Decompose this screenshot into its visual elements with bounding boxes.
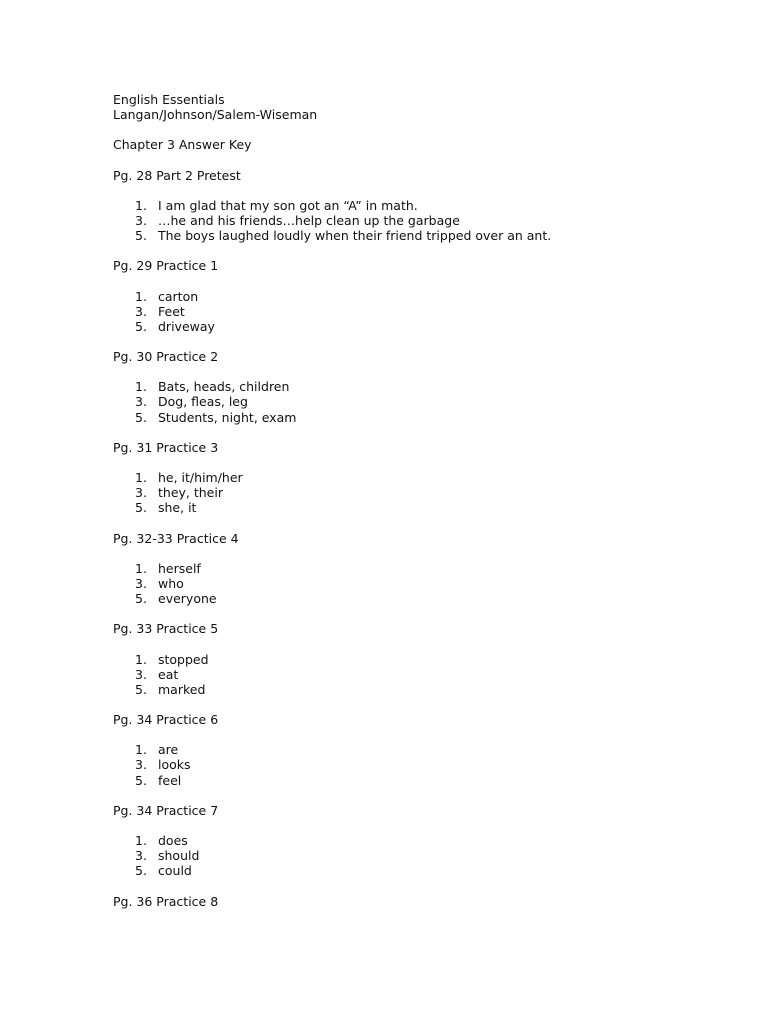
answer-item bbox=[113, 470, 733, 485]
spacer bbox=[113, 879, 733, 894]
answer-list bbox=[113, 379, 733, 425]
spacer bbox=[113, 183, 733, 198]
answer-text: eat bbox=[158, 666, 179, 682]
spacer bbox=[113, 637, 733, 652]
answer-text: Dog, fleas, leg bbox=[158, 394, 248, 410]
answer-text: Bats, heads, children bbox=[158, 379, 290, 395]
answer-number: 1. bbox=[135, 560, 147, 576]
answer-number: 1. bbox=[135, 379, 147, 395]
answer-number: 3. bbox=[135, 303, 147, 319]
answer-list bbox=[113, 561, 733, 607]
answer-number: 1. bbox=[135, 197, 147, 213]
answer-number: 3. bbox=[135, 485, 147, 501]
answer-text: she, it bbox=[158, 500, 197, 516]
answer-number: 3. bbox=[135, 212, 147, 228]
answer-number: 5. bbox=[135, 681, 147, 697]
answer-number: 5. bbox=[135, 500, 147, 516]
answer-number: 3. bbox=[135, 394, 147, 410]
answer-list bbox=[113, 289, 733, 335]
answer-item bbox=[113, 863, 733, 878]
spacer bbox=[113, 727, 733, 742]
answer-number: 5. bbox=[135, 409, 147, 425]
answer-item bbox=[113, 682, 733, 697]
document-title: English Essentials bbox=[113, 92, 225, 107]
spacer bbox=[113, 334, 733, 349]
answer-list bbox=[113, 470, 733, 516]
answer-text: are bbox=[158, 742, 179, 758]
answer-number: 5. bbox=[135, 318, 147, 334]
answer-item bbox=[113, 848, 733, 863]
answer-text: stopped bbox=[158, 651, 209, 667]
document-page bbox=[113, 92, 733, 909]
answer-number: 1. bbox=[135, 288, 147, 304]
answer-number: 1. bbox=[135, 651, 147, 667]
answer-item bbox=[113, 198, 733, 213]
answer-text: could bbox=[158, 863, 192, 879]
answer-item bbox=[113, 500, 733, 515]
answer-text: does bbox=[158, 833, 188, 848]
answer-text: I am glad that my son got an “A” in math. bbox=[158, 197, 418, 213]
section-title: Pg. 30 Practice 2 bbox=[113, 349, 219, 365]
answer-item bbox=[113, 773, 733, 788]
document-authors: Langan/Johnson/Salem-Wiseman bbox=[113, 107, 318, 123]
answer-item bbox=[113, 228, 733, 243]
spacer bbox=[113, 697, 733, 712]
answer-item bbox=[113, 757, 733, 772]
answer-number: 5. bbox=[135, 863, 147, 879]
answer-number: 5. bbox=[135, 772, 147, 788]
answer-text: everyone bbox=[158, 591, 217, 607]
answer-item bbox=[113, 410, 733, 425]
section-title: Pg. 29 Practice 1 bbox=[113, 258, 219, 274]
answer-text: who bbox=[158, 575, 184, 591]
answer-item bbox=[113, 319, 733, 334]
answer-item bbox=[113, 394, 733, 409]
section-title: Pg. 31 Practice 3 bbox=[113, 439, 219, 455]
answer-number: 3. bbox=[135, 757, 147, 773]
answer-item bbox=[113, 289, 733, 304]
answer-list bbox=[113, 652, 733, 698]
answer-text: he, it/him/her bbox=[158, 470, 243, 485]
answer-text: marked bbox=[158, 681, 206, 697]
section-title: Pg. 36 Practice 8 bbox=[113, 893, 219, 909]
answer-text: Feet bbox=[158, 303, 185, 319]
spacer bbox=[113, 122, 733, 137]
answer-number: 1. bbox=[135, 470, 147, 485]
answer-text: The boys laughed loudly when their friend tripped over an ant. bbox=[158, 228, 552, 244]
answer-text: carton bbox=[158, 288, 199, 304]
chapter-heading: Chapter 3 Answer Key bbox=[113, 137, 252, 153]
section-title: Pg. 33 Practice 5 bbox=[113, 621, 219, 637]
answer-text: they, their bbox=[158, 485, 223, 501]
answer-list bbox=[113, 742, 733, 788]
spacer bbox=[113, 425, 733, 440]
answer-text: …he and his friends…help clean up the garbage bbox=[158, 212, 460, 228]
answer-text: herself bbox=[158, 560, 201, 576]
answer-item bbox=[113, 379, 733, 394]
answer-number: 5. bbox=[135, 591, 147, 607]
spacer bbox=[113, 788, 733, 803]
section-title: Pg. 34 Practice 6 bbox=[113, 712, 219, 728]
answer-number: 1. bbox=[135, 833, 147, 848]
section-title: Pg. 32-33 Practice 4 bbox=[113, 530, 239, 546]
answer-list bbox=[113, 198, 733, 244]
answer-number: 5. bbox=[135, 228, 147, 244]
spacer bbox=[113, 364, 733, 379]
answer-text: driveway bbox=[158, 318, 215, 334]
spacer bbox=[113, 516, 733, 531]
section-title: Pg. 28 Part 2 Pretest bbox=[113, 167, 241, 183]
answer-item bbox=[113, 742, 733, 757]
answer-number: 3. bbox=[135, 848, 147, 864]
spacer bbox=[113, 818, 733, 833]
spacer bbox=[113, 274, 733, 289]
answer-list bbox=[113, 833, 733, 879]
answer-text: Students, night, exam bbox=[158, 409, 297, 425]
answer-item bbox=[113, 304, 733, 319]
answer-item bbox=[113, 833, 733, 848]
answer-item bbox=[113, 561, 733, 576]
spacer bbox=[113, 153, 733, 168]
answer-number: 3. bbox=[135, 575, 147, 591]
answer-sections bbox=[113, 153, 733, 909]
answer-item bbox=[113, 667, 733, 682]
spacer bbox=[113, 606, 733, 621]
spacer bbox=[113, 546, 733, 561]
answer-item bbox=[113, 213, 733, 228]
answer-item bbox=[113, 576, 733, 591]
answer-text: should bbox=[158, 848, 200, 864]
spacer bbox=[113, 455, 733, 470]
answer-text: feel bbox=[158, 772, 182, 788]
answer-number: 1. bbox=[135, 742, 147, 758]
answer-item bbox=[113, 485, 733, 500]
spacer bbox=[113, 243, 733, 258]
answer-number: 3. bbox=[135, 666, 147, 682]
answer-item bbox=[113, 591, 733, 606]
answer-text: looks bbox=[158, 757, 191, 773]
answer-item bbox=[113, 652, 733, 667]
section-title: Pg. 34 Practice 7 bbox=[113, 802, 219, 818]
